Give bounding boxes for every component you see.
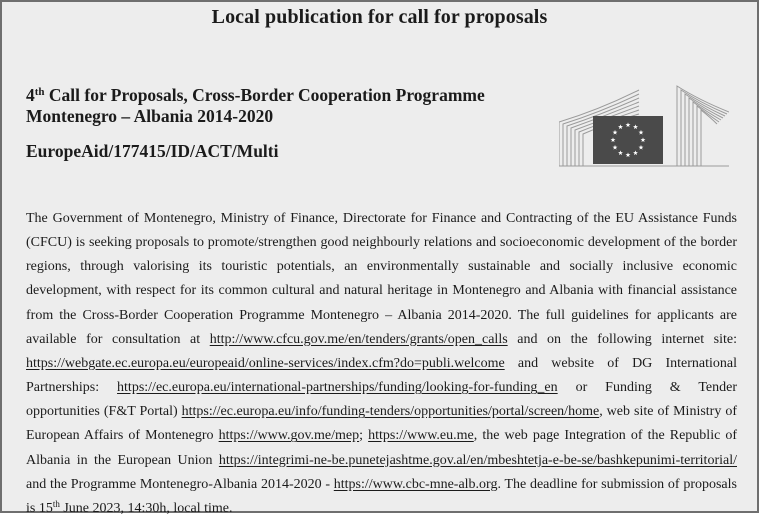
- building-lines-right: [677, 86, 729, 166]
- body-text-3: and website of DG International Partnerships:: [26, 355, 737, 396]
- body-text-1: The Government of Montenegro, Ministry of Finance, Directorate for Finance and Contracting of the EU Assistance Funds (CFCU) is seeking proposals to promote/strengthen good neighbourly relations and socioeconomic development of the border regions, through valorising its touristic potentials, an environmentally sustainable and socially inclusive economic development, with respect for its common cultural and natural heritage in Montenegro and Albania with financial assistance from the Cross-Border Cooperation Programme Montenegro – Albania 2014-2020. The full guidelines for applicants are available for consultation at: [26, 211, 737, 347]
- body-text-8: and the Programme Montenegro-Albania 2014-2020 -: [26, 476, 334, 492]
- international-partnerships-link[interactable]: https://ec.europa.eu/international-partnerships/funding/looking-for-funding_en: [117, 380, 558, 396]
- albania-integration-link[interactable]: https://integrimi-ne-be.punetejashtme.gov.al/en/mbeshtetja-e-be-se/bashkepunimi-territorial/: [218, 452, 737, 468]
- heading-line2: Montenegro – Albania 2014-2020: [26, 106, 274, 126]
- body-text-9: . The deadline for submission of proposals is 15: [26, 476, 737, 516]
- webgate-link[interactable]: https://webgate.ec.europa.eu/europeaid/online-services/index.cfm?do=publi.welcome: [26, 355, 505, 371]
- body-text-6: ;: [359, 428, 369, 444]
- european-commission-logo: [559, 82, 729, 168]
- heading-ordinal-suffix: th: [34, 86, 45, 98]
- body-text-7: , the web page Integration of the Republic of Albania in the European Union: [26, 428, 738, 468]
- cbc-programme-link[interactable]: https://www.cbc-mne-alb.org: [333, 476, 498, 492]
- body-text-2: and on the following internet site:: [507, 331, 737, 347]
- reference-number: EuropeAid/177415/ID/ACT/Multi: [26, 141, 279, 161]
- funding-tenders-portal-link[interactable]: https://ec.europa.eu/info/funding-tenders/opportunities/portal/screen/home: [181, 404, 600, 420]
- body-text-4: or Funding & Tender opportunities (F&T Portal): [26, 380, 738, 420]
- ministry-european-affairs-link[interactable]: https://www.gov.me/mep: [218, 428, 360, 444]
- body-text-10: June 2023, 14:30h, local time.: [59, 500, 233, 516]
- deadline-day-suffix: th: [52, 498, 60, 509]
- call-heading: [26, 85, 546, 127]
- cfcu-link[interactable]: http://www.cfcu.gov.me/en/tenders/grants/open_calls: [209, 331, 508, 347]
- heading-line1: Call for Proposals, Cross-Border Cooperation Programme: [44, 85, 485, 105]
- body-text-5: , web site of Ministry of European Affairs of Montenegro: [26, 404, 737, 444]
- call-description: [26, 207, 737, 521]
- page-title: Local publication for call for proposals: [211, 6, 548, 28]
- eu-me-link[interactable]: https://www.eu.me: [368, 428, 474, 444]
- heading-ordinal: 4: [26, 85, 35, 105]
